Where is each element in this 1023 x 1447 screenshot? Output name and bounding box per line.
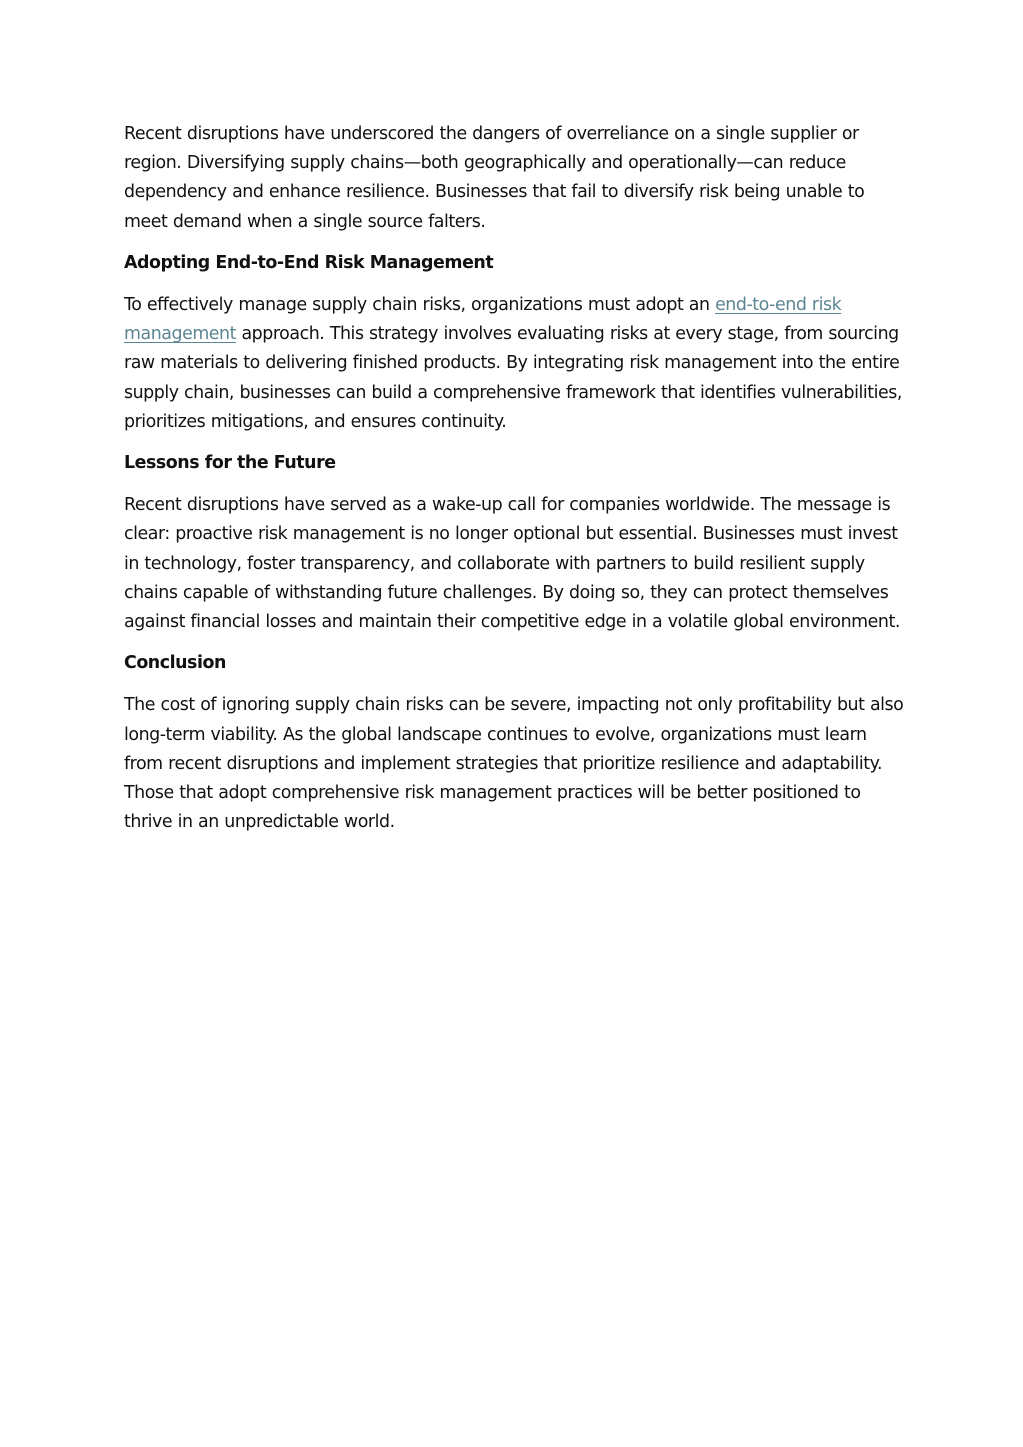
heading-lessons: Lessons for the Future <box>124 453 336 474</box>
document-body <box>124 120 904 849</box>
paragraph-risk-management <box>124 291 904 437</box>
paragraph-diversification: Recent disruptions have underscored the dangers of overreliance on a single supplier or region. Diversifying supply chains—both geographically and operationally—can reduce dependency and enhance resilience. Businesses that fail to diversify risk being unable to meet demand when a single source falters. <box>124 124 865 232</box>
paragraph-conclusion: The cost of ignoring supply chain risks can be severe, impacting not only profitability but also long-term viability. As the global landscape continues to evolve, organizations must learn from recent disruptions and implement strategies that prioritize resilience and adaptability. Those that adopt comprehensive risk management practices will be better positioned to thrive in an unpredictable world. <box>124 695 904 833</box>
heading-end-to-end-risk: Adopting End-to-End Risk Management <box>124 252 494 273</box>
paragraph-risk-text-after-link: approach. This strategy involves evaluating risks at every stage, from sourcing raw materials to delivering finished products. By integrating risk management into the entire supply chain, businesses can build a comprehensive framework that identifies vulnerabilities, prioritizes mitigations, and ensures continuity. <box>124 324 902 432</box>
heading-conclusion: Conclusion <box>124 653 226 674</box>
paragraph-risk-text-before-link: To effectively manage supply chain risks, organizations must adopt an <box>124 295 716 316</box>
end-to-end-risk-management-link[interactable]: end-to-end risk management <box>124 295 842 345</box>
paragraph-lessons: Recent disruptions have served as a wake-up call for companies worldwide. The message is clear: proactive risk management is no longer optional but essential. Businesses must invest in technology, foster transparency, and collaborate with partners to build resilient supply chains capable of withstanding future challenges. By doing so, they can protect themselves against financial losses and maintain their competitive edge in a volatile global environment. <box>124 495 900 633</box>
